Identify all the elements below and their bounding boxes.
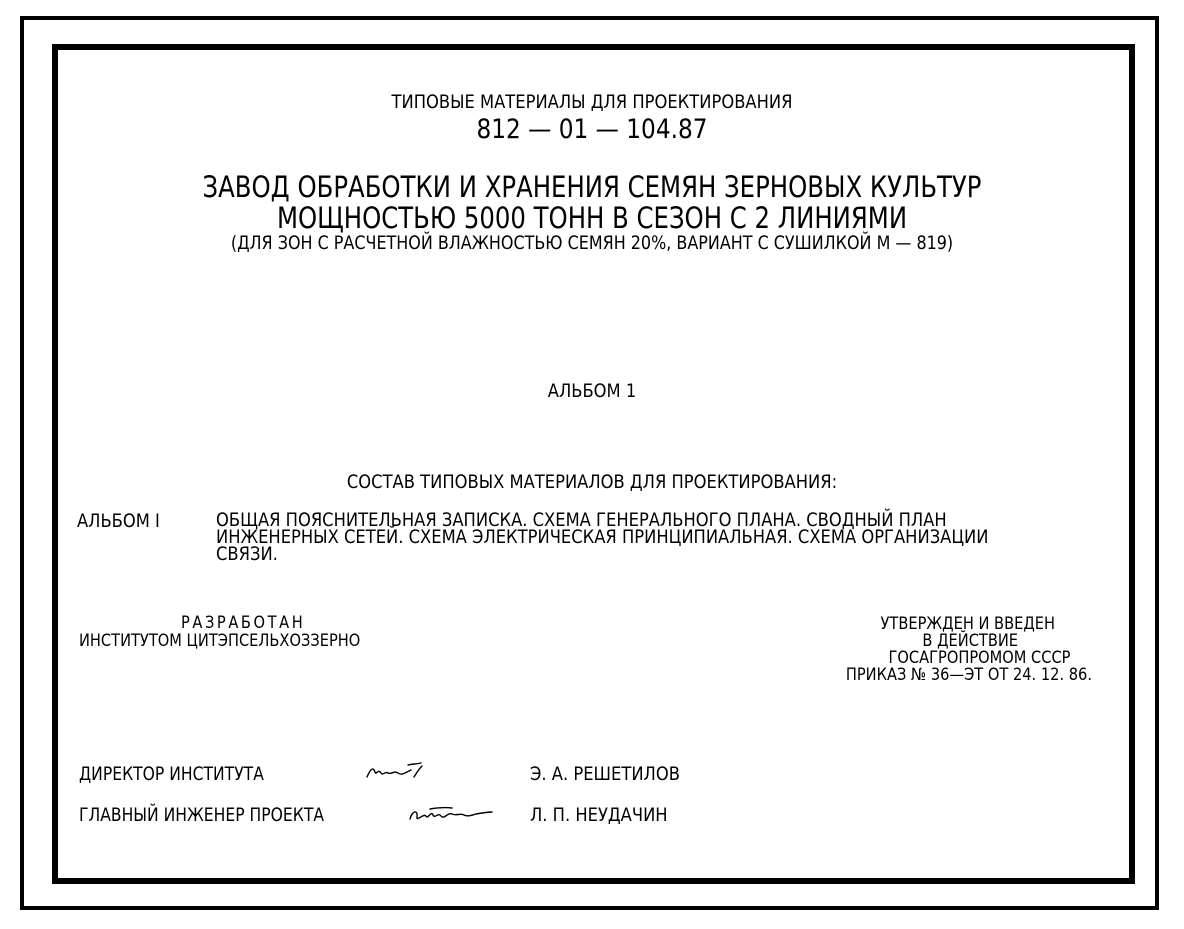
- director-name: Э. А. РЕШЕТИЛОВ: [530, 763, 680, 785]
- director-role: ДИРЕКТОР ИНСТИТУТА: [79, 763, 264, 785]
- approval-line-2: В ДЕЙСТВИЕ: [922, 631, 1019, 651]
- title-line-2: МОЩНОСТЬЮ 5000 ТОНН В СЕЗОН С 2 ЛИНИЯМИ: [276, 201, 908, 235]
- director-signature: [364, 758, 426, 786]
- composition-heading: СОСТАВ ТИПОВЫХ МАТЕРИАЛОВ ДЛЯ ПРОЕКТИРОВАНИЯ:: [346, 471, 838, 493]
- chief-engineer-name: Л. П. НЕУДАЧИН: [530, 804, 668, 826]
- title-line-1: ЗАВОД ОБРАБОТКИ И ХРАНЕНИЯ СЕМЯН ЗЕРНОВЫХ КУЛЬТУР: [202, 170, 982, 204]
- title-subtitle: (ДЛЯ ЗОН С РАСЧЕТНОЙ ВЛАЖНОСТЬЮ СЕМЯН 20%, ВАРИАНТ С СУШИЛКОЙ М — 819): [230, 232, 954, 254]
- developed-label: РАЗРАБОТАН: [181, 613, 306, 633]
- approval-block: [712, 616, 1092, 684]
- composition-item-label: АЛЬБОМ I: [77, 510, 160, 532]
- approval-line-3: ГОСАГРОПРОМОМ СССР: [888, 648, 1071, 668]
- chief-engineer-role: ГЛАВНЫЙ ИНЖЕНЕР ПРОЕКТА: [79, 804, 325, 826]
- developed-institute: ИНСТИТУТОМ ЦИТЭПСЕЛЬХОЗЗЕРНО: [79, 631, 361, 651]
- composition-item-description: ОБЩАЯ ПОЯСНИТЕЛЬНАЯ ЗАПИСКА. СХЕМА ГЕНЕРАЛЬНОГО ПЛАНА. СВОДНЫЙ ПЛАН ИНЖЕНЕРНЫХ СЕТЕЙ. СХЕМА ЭЛЕКТРИЧЕСКАЯ ПРИНЦИПИАЛЬНАЯ. СХЕМА ОРГАНИЗАЦИИ СВЯЗИ.: [216, 509, 989, 565]
- approval-line-4: ПРИКАЗ № 36—ЭТ ОТ 24. 12. 86.: [845, 665, 1092, 685]
- approval-line-1: УТВЕРЖДЕН И ВВЕДЕН: [880, 614, 1056, 634]
- album-label: АЛЬБОМ 1: [547, 380, 637, 402]
- chief-engineer-signature: [406, 800, 496, 828]
- series-line: ТИПОВЫЕ МАТЕРИАЛЫ ДЛЯ ПРОЕКТИРОВАНИЯ: [391, 91, 793, 113]
- document-code: 812 — 01 — 104.87: [476, 114, 708, 145]
